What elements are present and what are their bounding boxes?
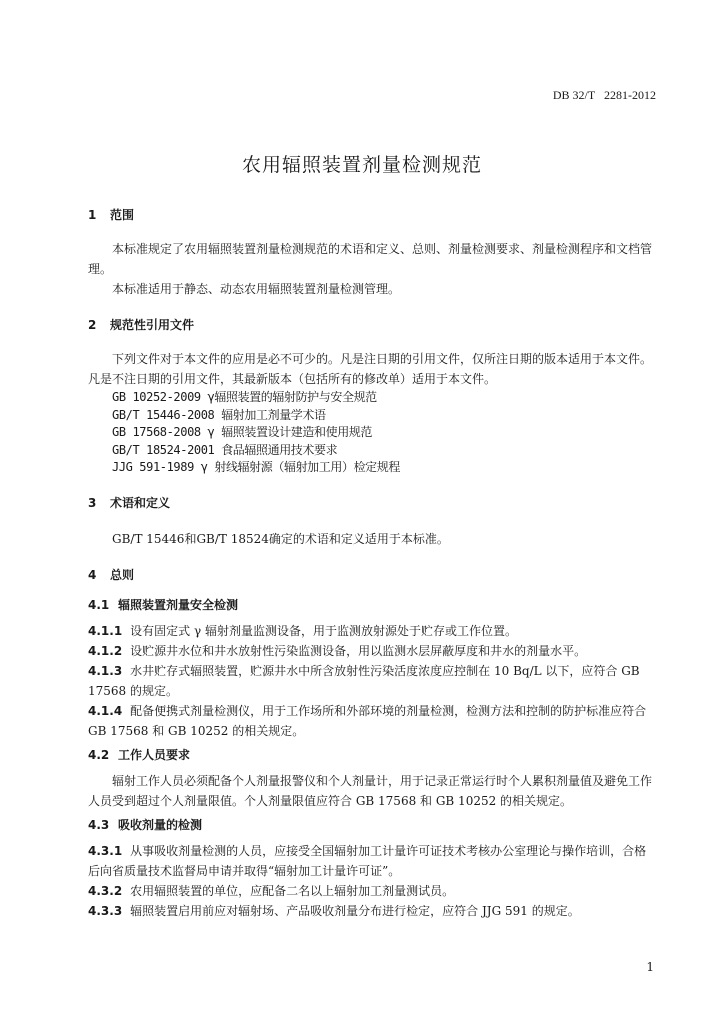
clause-number: 4.1.1 xyxy=(88,623,123,638)
clause-number: 4.3.1 xyxy=(88,843,123,858)
paragraph: 本标准规定了农用辐照装置剂量检测规范的术语和定义、总则、剂量检测要求、剂量检测程序和文档管理。 xyxy=(88,242,653,276)
section-title: 范围 xyxy=(110,208,135,222)
subsection-heading-4-2 xyxy=(88,745,658,765)
clause-item xyxy=(88,621,658,641)
clause-item xyxy=(88,881,658,901)
paragraph: GB/T 15446和GB/T 18524确定的术语和定义适用于本标准。 xyxy=(112,531,449,546)
clause-text: 设贮源井水位和井水放射性污染监测设备，用以监测水层屏蔽厚度和井水的剂量水平。 xyxy=(130,643,587,658)
clause-text: 配备便携式剂量检测仪，用于工作场所和外部环境的剂量检测，检测方法和控制的防护标准应符合 GB 17568 和 GB 10252 的相关规定。 xyxy=(88,703,647,738)
paragraph: 下列文件对于本文件的应用是必不可少的。凡是注日期的引用文件，仅所注日期的版本适用于本文件。凡是不注日期的引用文件，其最新版本（包括所有的修改单）适用于本文件。 xyxy=(88,352,653,386)
clause-text: 辐照装置启用前应对辐射场、产品吸收剂量分布进行检定，应符合 JJG 591 的规定。 xyxy=(130,903,580,918)
paragraph: 本标准适用于静态、动态农用辐照装置剂量检测管理。 xyxy=(112,282,401,296)
clause-item xyxy=(88,701,658,741)
subsection-number: 4.2 xyxy=(88,747,110,762)
page-number: 1 xyxy=(646,960,654,974)
section-number: 4 xyxy=(88,567,97,582)
section-number: 3 xyxy=(88,495,97,510)
clause-text: 设有固定式 γ 辐射剂量监测设备，用于监测放射源处于贮存或工作位置。 xyxy=(130,623,517,638)
reference-item: GB/T 15446-2008 辐射加工剂量学术语 xyxy=(112,407,326,422)
document-body xyxy=(88,205,658,921)
section-heading-3 xyxy=(88,493,658,513)
clause-text: 从事吸收剂量检测的人员，应接受全国辐射加工计量许可证技术考核办公室理论与操作培训，合格后向省质量技术监督局申请并取得“辐射加工计量许可证”。 xyxy=(88,843,647,878)
section-number: 1 xyxy=(88,208,97,222)
clause-item xyxy=(88,841,658,881)
subsection-title: 辐照装置剂量安全检测 xyxy=(118,597,239,612)
section-title: 术语和定义 xyxy=(110,495,171,510)
reference-item: JJG 591-1989 γ 射线辐射源（辐射加工用）检定规程 xyxy=(112,460,400,474)
section-title: 规范性引用文件 xyxy=(110,318,195,332)
section-title: 总则 xyxy=(110,567,135,582)
section-heading-4 xyxy=(88,565,658,585)
clause-item xyxy=(88,661,658,701)
clause-number: 4.1.2 xyxy=(88,643,123,658)
subsection-heading-4-1 xyxy=(88,595,658,615)
clause-item xyxy=(88,641,658,661)
section-number: 2 xyxy=(88,318,97,332)
reference-item: GB 17568-2008 γ 辐照装置设计建造和使用规范 xyxy=(112,425,372,439)
reference-item: GB 10252-2009 γ辐照装置的辐射防护与安全规范 xyxy=(112,390,377,404)
document-title: 农用辐照装置剂量检测规范 xyxy=(241,154,482,176)
section-heading-2 xyxy=(88,315,658,335)
clause-item xyxy=(88,901,658,921)
subsection-number: 4.3 xyxy=(88,817,110,832)
clause-number: 4.1.3 xyxy=(88,663,123,678)
subsection-heading-4-3 xyxy=(88,815,658,835)
clause-text: 水井贮存式辐照装置，贮源井水中所含放射性污染活度浓度应控制在 10 Bq/L 以下，应符合 GB 17568 的规定。 xyxy=(88,663,640,698)
standard-code: DB 32/T 2281-2012 xyxy=(552,88,656,102)
clause-text: 农用辐照装置的单位，应配备二名以上辐射加工剂量测试员。 xyxy=(130,883,455,898)
section-heading-1 xyxy=(88,205,658,225)
clause-number: 4.3.2 xyxy=(88,883,123,898)
subsection-title: 工作人员要求 xyxy=(118,747,191,762)
clause-number: 4.1.4 xyxy=(88,703,123,718)
subsection-title: 吸收剂量的检测 xyxy=(118,817,203,832)
reference-item: GB/T 18524-2001 食品辐照通用技术要求 xyxy=(112,442,338,457)
subsection-number: 4.1 xyxy=(88,597,110,612)
paragraph: 辐射工作人员必须配备个人剂量报警仪和个人剂量计，用于记录正常运行时个人累积剂量值及避免工作人员受到超过个人剂量限值。个人剂量限值应符合 GB 17568 和 GB 10252 的相关规定。 xyxy=(88,773,653,808)
clause-number: 4.3.3 xyxy=(88,903,123,918)
